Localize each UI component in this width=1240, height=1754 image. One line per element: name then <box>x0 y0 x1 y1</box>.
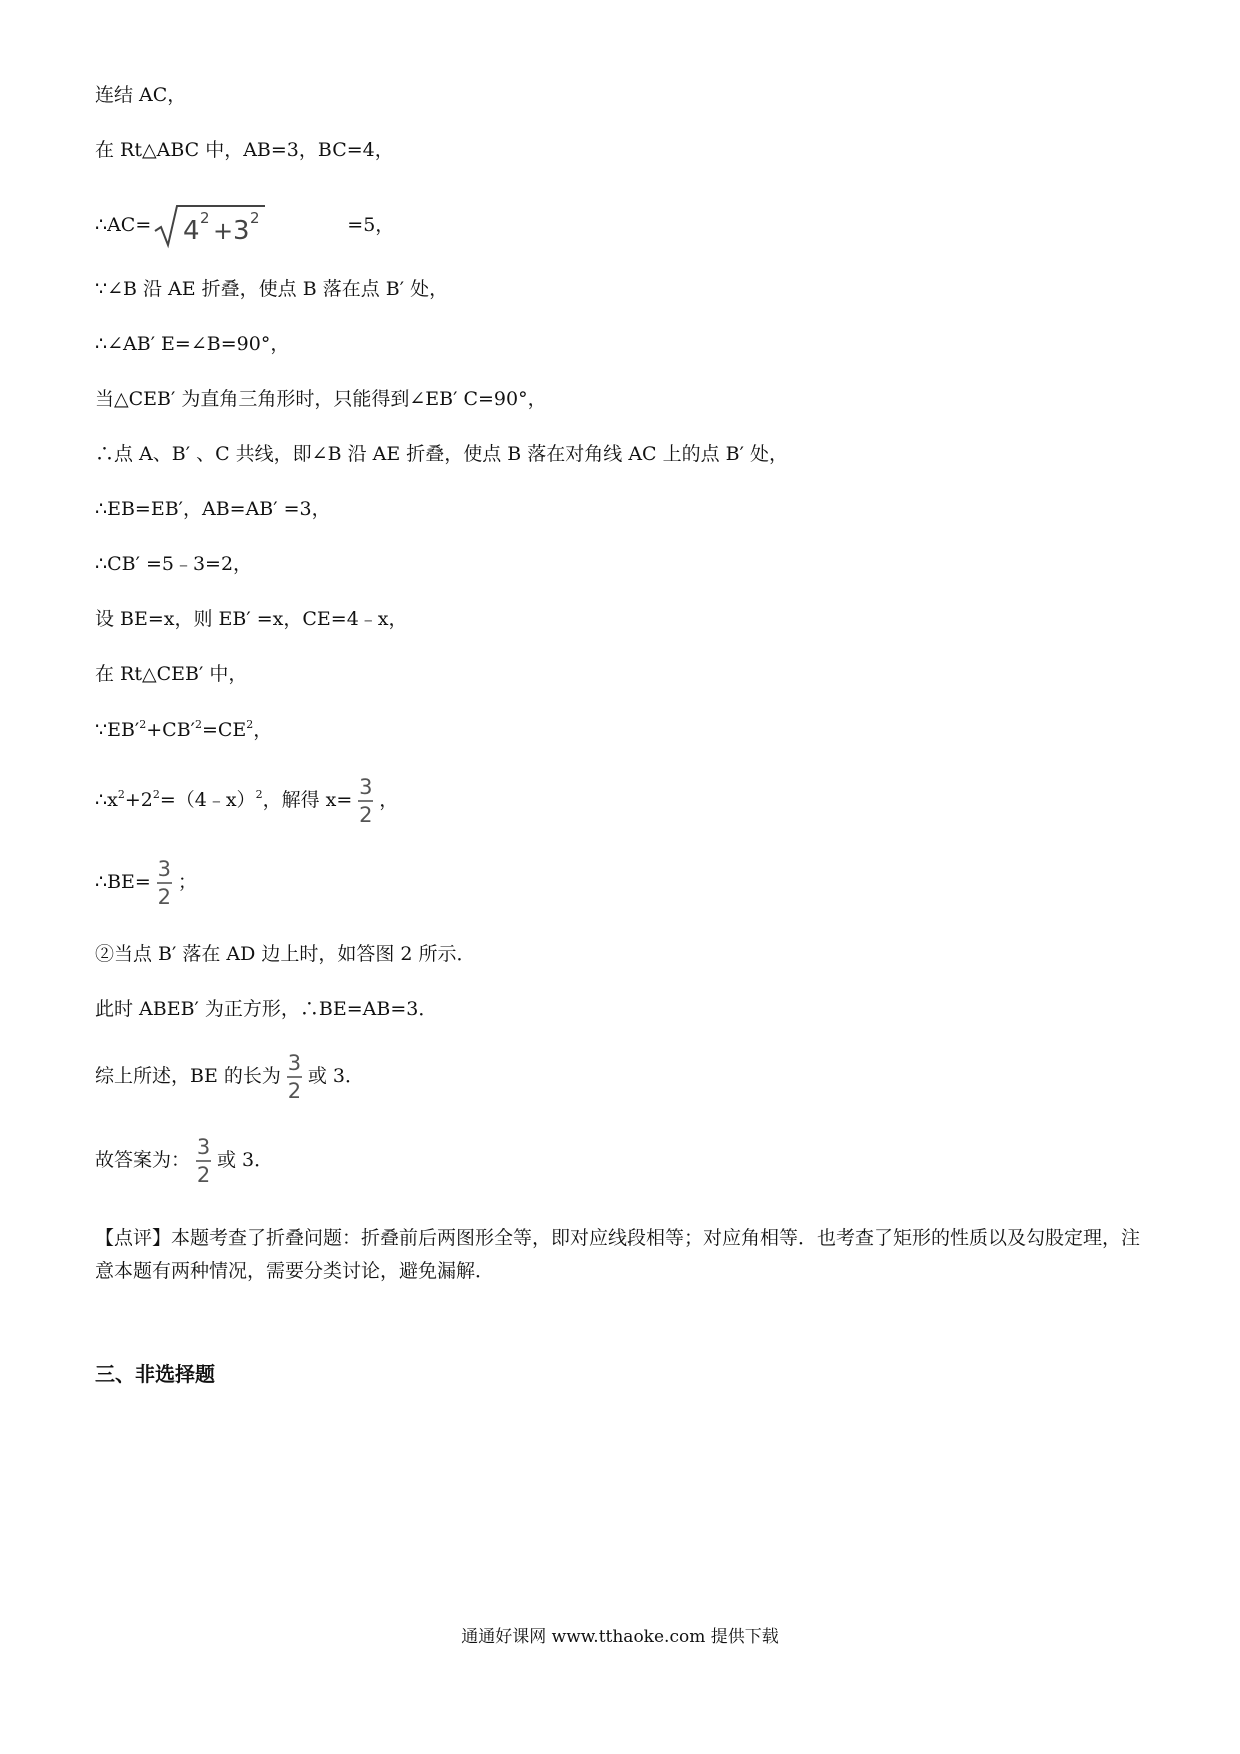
step-be-value <box>95 858 197 908</box>
step-connect-ac: 连结 AC， <box>95 84 187 106</box>
step-ac-value <box>95 203 394 249</box>
square-root-expression <box>153 203 265 249</box>
exponent: 2 <box>194 718 202 731</box>
fraction-three-halves <box>196 1136 211 1186</box>
fraction-three-halves <box>157 858 172 908</box>
exponent: 2 <box>152 788 160 802</box>
step-equal-segments: ∴EB=EB′，AB=AB′ =3， <box>95 498 331 520</box>
fraction-numerator: 3 <box>157 857 172 881</box>
comment-paragraph: 【点评】本题考查了折叠问题：折叠前后两图形全等，即对应线段相等；对应角相等．也考查了矩形的性质以及勾股定理，注意本题有两种情况，需要分类讨论，避免漏解． <box>95 1227 1141 1283</box>
svg-text:2: 2 <box>200 209 210 227</box>
eq-term-3: =CE <box>201 719 247 741</box>
svg-text:+: + <box>213 217 234 245</box>
eq-part-1: ∴x <box>95 789 118 812</box>
step-answer <box>95 1136 273 1186</box>
svg-text:2: 2 <box>250 209 260 227</box>
answer-suffix: 或 3． <box>217 1149 274 1172</box>
exponent: 2 <box>255 788 263 802</box>
eq-part-2: +2 <box>124 789 153 812</box>
step-angle-ab-e: ∴∠AB′ E=∠B=90°， <box>95 333 290 355</box>
ac-prefix: ∴AC= <box>95 214 152 236</box>
eq-part-4: ，解得 x= <box>262 789 353 812</box>
step-fold-condition: ∵∠B 沿 AE 折叠，使点 B 落在点 B′ 处， <box>95 278 449 300</box>
step-square: 此时 ABEB′ 为正方形，∴BE=AB=3． <box>95 998 438 1020</box>
step-cb-value: ∴CB′ =5﹣3=2， <box>95 553 253 575</box>
step-collinear: ∴点 A、B′ 、C 共线，即∠B 沿 AE 折叠，使点 B 落在对角线 AC 上的点 B′ 处， <box>95 443 788 465</box>
step-case-two: ②当点 B′ 落在 AD 边上时，如答图 2 所示． <box>95 943 476 965</box>
fraction-three-halves <box>287 1052 302 1102</box>
eq-punct: ， <box>253 719 273 741</box>
fraction-denominator: 2 <box>157 885 172 910</box>
answer-prefix: 故答案为： <box>95 1149 191 1172</box>
step-let-be-x: 设 BE=x，则 EB′ =x，CE=4﹣x， <box>95 608 408 630</box>
fraction-bar <box>358 800 373 802</box>
fraction-bar <box>196 1160 211 1162</box>
step-solve-x <box>95 776 398 826</box>
exponent: 2 <box>117 788 125 802</box>
exponent: 2 <box>139 718 147 731</box>
step-in-triangle-ceb: 在 Rt△CEB′ 中， <box>95 663 248 685</box>
eq-part-5: ， <box>379 789 399 812</box>
step-right-angle-case: 当△CEB′ 为直角三角形时，只能得到∠EB′ C=90°， <box>95 388 547 410</box>
svg-text:3: 3 <box>233 216 250 246</box>
page-footer: 通通好课网 www.tthaoke.com 提供下载 <box>461 1627 779 1647</box>
ac-result: =5， <box>347 214 395 236</box>
fraction-numerator: 3 <box>359 775 373 799</box>
exponent: 2 <box>246 718 254 731</box>
summary-prefix: 综上所述，BE 的长为 <box>95 1065 281 1088</box>
fraction-bar <box>157 882 172 884</box>
be-suffix: ； <box>177 871 197 894</box>
square-root-icon <box>153 203 265 249</box>
be-prefix: ∴BE= <box>95 871 151 894</box>
fraction-numerator: 3 <box>196 1135 211 1159</box>
step-right-triangle: 在 Rt△ABC 中，AB=3，BC=4， <box>95 139 394 161</box>
fraction-denominator: 2 <box>359 803 373 828</box>
svg-text:4: 4 <box>183 216 200 246</box>
eq-term-2: +CB′ <box>146 719 195 741</box>
fraction-three-halves <box>358 776 373 826</box>
summary-suffix: 或 3． <box>307 1065 365 1088</box>
eq-part-3: =（4﹣x） <box>159 789 256 812</box>
fraction-numerator: 3 <box>287 1051 302 1075</box>
step-summary <box>95 1052 364 1102</box>
fraction-denominator: 2 <box>287 1079 302 1104</box>
fraction-bar <box>287 1076 302 1078</box>
step-pythagorean <box>95 718 272 742</box>
fraction-denominator: 2 <box>196 1163 211 1188</box>
section-heading: 三、非选择题 <box>95 1362 215 1386</box>
eq-term-1: ∵EB′ <box>95 719 140 741</box>
